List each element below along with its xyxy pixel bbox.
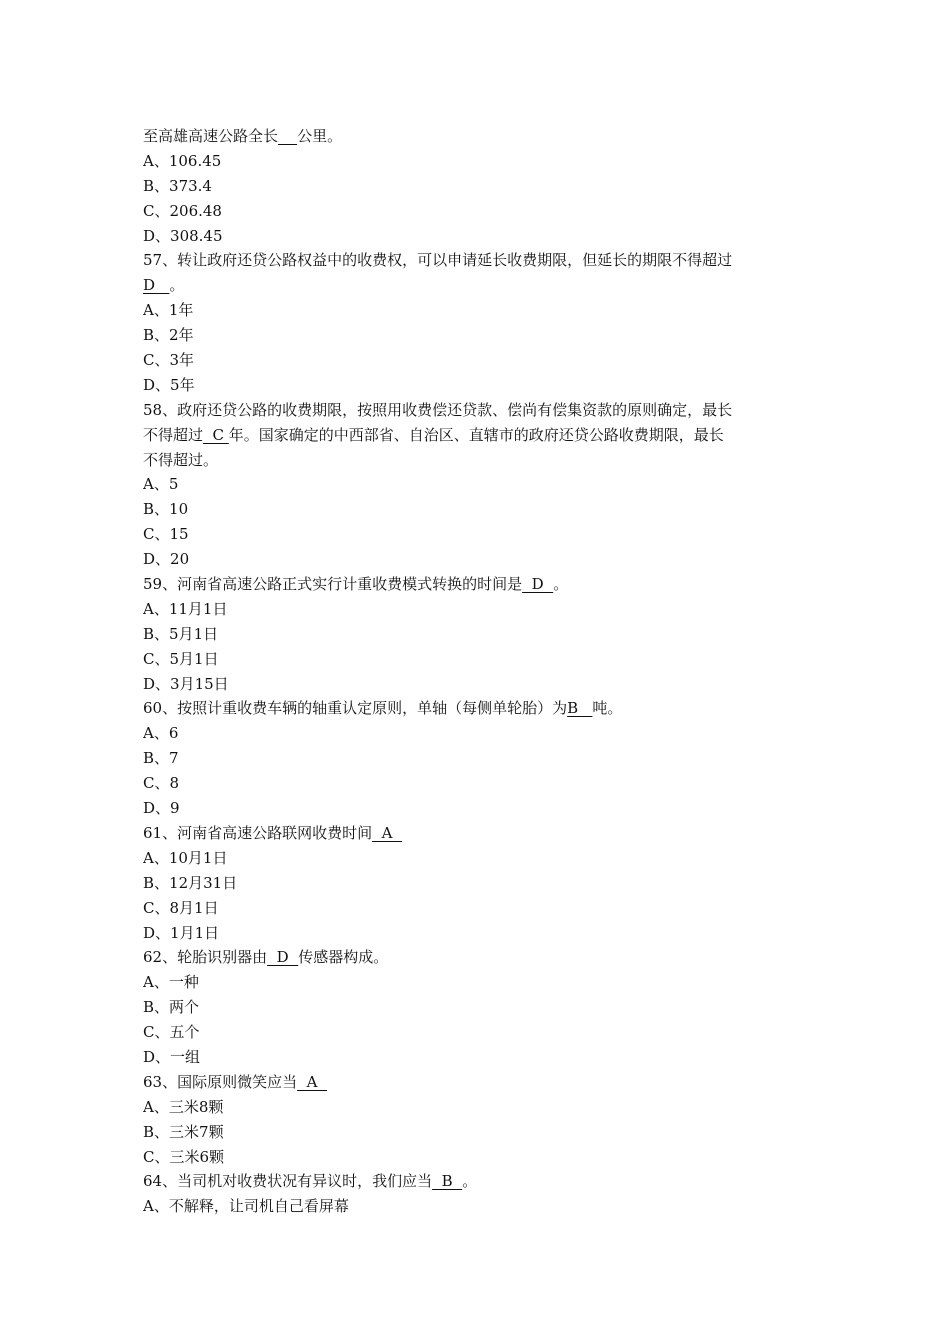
text-line xyxy=(143,821,813,846)
text-line xyxy=(143,1120,813,1145)
text-line xyxy=(143,547,813,572)
text-line xyxy=(143,472,813,497)
text-segment: 。 xyxy=(462,1172,478,1191)
answer-blank: B xyxy=(567,699,593,718)
text-segment: B、373.4 xyxy=(143,176,212,195)
text-line xyxy=(143,597,813,622)
text-segment: B、2年 xyxy=(143,326,194,345)
text-segment: A、三米8颗 xyxy=(143,1097,224,1116)
text-line xyxy=(143,323,813,348)
text-line xyxy=(143,1045,813,1070)
text-segment: D、9 xyxy=(143,799,180,818)
text-segment: 58、政府还贷公路的收费期限，按照用收费偿还贷款、偿尚有偿集资款的原则确定，最长 xyxy=(143,400,733,419)
text-segment: 64、当司机对收费状况有异议时，我们应当 xyxy=(143,1172,433,1191)
text-segment: A、1年 xyxy=(143,301,194,320)
text-segment: 年。国家确定的中西部省、自治区、直辖市的政府还贷公路收费期限，最长 xyxy=(228,425,724,444)
text-segment: C、8月1日 xyxy=(143,898,219,917)
text-segment: D、一组 xyxy=(143,1047,201,1066)
text-line xyxy=(143,871,813,896)
text-line xyxy=(143,921,813,946)
text-segment: B、10 xyxy=(143,500,189,519)
text-segment: 。 xyxy=(169,276,185,295)
text-line xyxy=(143,1020,813,1045)
text-line xyxy=(143,896,813,921)
answer-blank: A xyxy=(297,1072,327,1091)
text-segment: 59、河南省高速公路正式实行计重收费模式转换的时间是 xyxy=(143,575,523,594)
text-line xyxy=(143,696,813,721)
text-line xyxy=(143,199,813,224)
text-segment: D、308.45 xyxy=(143,226,223,245)
text-line xyxy=(143,124,813,149)
text-segment: A、10月1日 xyxy=(143,848,228,867)
answer-blank: D xyxy=(143,276,170,295)
text-segment: C、五个 xyxy=(143,1023,200,1042)
text-line xyxy=(143,448,813,473)
text-segment: A、11月1日 xyxy=(143,599,228,618)
text-segment: A、6 xyxy=(143,724,179,743)
text-segment: A、不解释，让司机自己看屏幕 xyxy=(143,1197,349,1216)
text-line xyxy=(143,1169,813,1194)
text-line xyxy=(143,771,813,796)
answer-blank: D xyxy=(522,575,554,594)
text-segment: 60、按照计重收费车辆的轴重认定原则，单轴（每侧单轮胎）为 xyxy=(143,699,568,718)
text-line xyxy=(143,348,813,373)
text-segment: 62、轮胎识别器由 xyxy=(143,948,268,967)
answer-blank xyxy=(278,127,297,145)
text-line xyxy=(143,1070,813,1095)
text-segment: 。 xyxy=(553,575,569,594)
text-line xyxy=(143,149,813,174)
text-line xyxy=(143,273,813,298)
document-body xyxy=(143,124,813,1219)
text-segment: C、3年 xyxy=(143,351,195,370)
text-line xyxy=(143,746,813,771)
text-segment: 至高雄高速公路全长 xyxy=(143,127,279,145)
text-line xyxy=(143,373,813,398)
text-segment: D、5年 xyxy=(143,375,195,394)
text-line xyxy=(143,622,813,647)
text-line xyxy=(143,846,813,871)
text-line xyxy=(143,224,813,249)
text-segment: D、20 xyxy=(143,550,190,569)
answer-blank: D xyxy=(267,948,299,967)
text-line xyxy=(143,721,813,746)
answer-blank: C xyxy=(203,425,229,444)
text-segment: B、7 xyxy=(143,749,179,768)
text-line xyxy=(143,522,813,547)
text-line xyxy=(143,423,813,448)
text-segment: C、三米6颗 xyxy=(143,1147,225,1166)
text-segment: B、12月31日 xyxy=(143,873,238,892)
text-line xyxy=(143,298,813,323)
text-line xyxy=(143,995,813,1020)
text-segment: 57、转让政府还贷公路权益中的收费权，可以申请延长收费期限，但延长的期限不得超过 xyxy=(143,251,733,270)
text-segment: C、8 xyxy=(143,774,180,793)
text-line xyxy=(143,398,813,423)
text-line xyxy=(143,248,813,273)
text-segment: B、三米7颗 xyxy=(143,1122,224,1141)
text-segment: A、5 xyxy=(143,475,179,494)
text-line xyxy=(143,572,813,597)
text-segment: B、5月1日 xyxy=(143,624,219,643)
text-segment: 传感器构成。 xyxy=(298,948,389,967)
text-segment: D、3月15日 xyxy=(143,674,229,693)
text-line xyxy=(143,497,813,522)
answer-blank: B xyxy=(432,1172,463,1191)
text-line xyxy=(143,1145,813,1170)
text-line xyxy=(143,1194,813,1219)
text-segment: 吨。 xyxy=(592,699,623,718)
text-segment: B、两个 xyxy=(143,998,200,1017)
text-line xyxy=(143,647,813,672)
answer-blank: A xyxy=(372,823,402,842)
text-line xyxy=(143,1095,813,1120)
text-segment: C、206.48 xyxy=(143,201,222,220)
text-segment: D、1月1日 xyxy=(143,923,220,942)
text-segment: 61、河南省高速公路联网收费时间 xyxy=(143,823,373,842)
text-segment: 63、国际原则微笑应当 xyxy=(143,1072,298,1091)
text-segment: C、5月1日 xyxy=(143,649,219,668)
text-segment: 不得超过。 xyxy=(143,450,219,469)
text-segment: A、106.45 xyxy=(143,151,222,170)
text-line xyxy=(143,945,813,970)
text-line xyxy=(143,970,813,995)
text-segment: A、一种 xyxy=(143,973,199,992)
text-line xyxy=(143,796,813,821)
text-segment: 公里。 xyxy=(297,127,343,145)
text-segment: C、15 xyxy=(143,525,189,544)
text-line xyxy=(143,174,813,199)
text-line xyxy=(143,672,813,697)
text-segment: 不得超过 xyxy=(143,425,204,444)
